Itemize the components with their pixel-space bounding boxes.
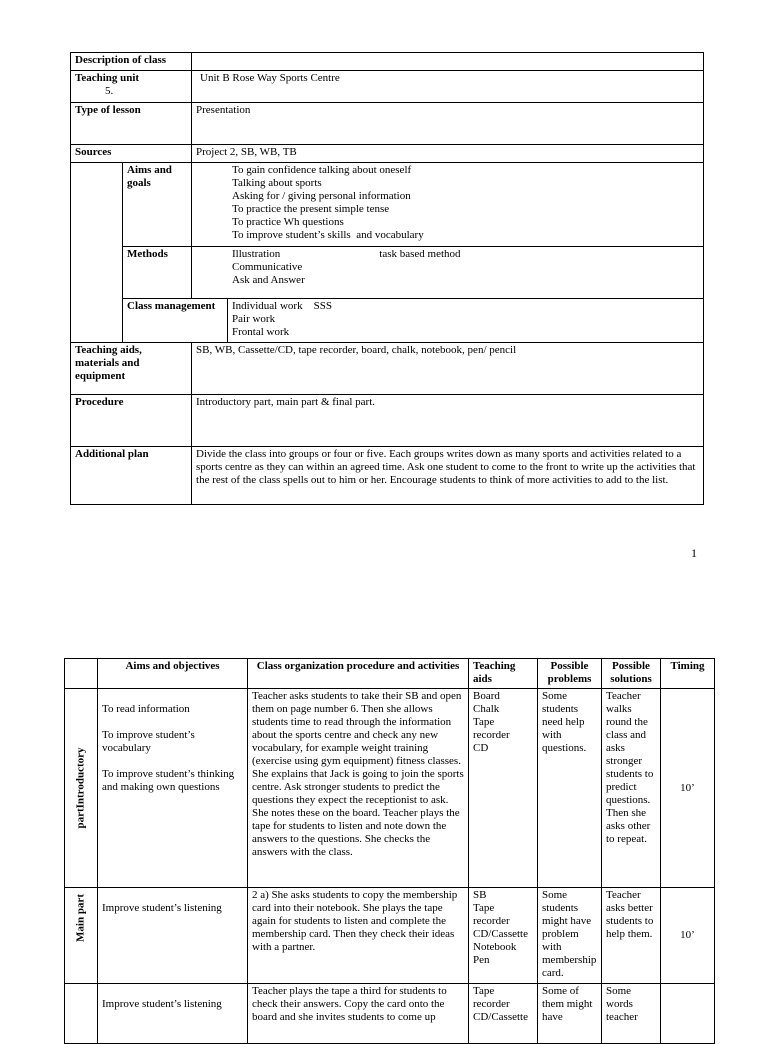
aim-item: To improve student’s skills and vocabulary — [232, 229, 424, 241]
aids-cell — [469, 984, 538, 1044]
organization-cell: 2 a) She asks students to copy the membership card into their notebook. She plays the tape again for students to listen and complete the membership card. Then they check their ideas with a partner. — [248, 888, 469, 984]
aim-item: To practice Wh questions — [232, 216, 344, 228]
aid-item: recorder — [473, 915, 510, 927]
management-item: Frontal work — [232, 326, 290, 338]
page-number: 1 — [691, 546, 697, 560]
organization-cell: Teacher asks students to take their SB and open them on page number 6. Then she allows students time to read through the information about the sports centre and check any new vocabulary, for example weight training (exercise using gym equipment) fitness classes. She explains that Jack is going to join the sports centre. Ask stronger students to predict the questions they expect the receptionist to ask. She notes these on the board. Teacher plays the tape for students to listen and note down the answers to the questions. She checks the answers with the class. — [248, 689, 469, 888]
timing-cell: 10’ — [661, 689, 715, 888]
part-label: partIntroductory — [74, 747, 87, 829]
solutions-cell: Teacher asks better students to help them. — [602, 888, 661, 984]
part-label: Main part — [74, 894, 87, 942]
method-item: Communicative — [232, 261, 303, 273]
aim-item: Asking for / giving personal information — [232, 190, 411, 202]
aids-cell — [469, 888, 538, 984]
table-row — [65, 689, 715, 888]
teaching-aids-label-line: Teaching aids, — [75, 344, 142, 356]
aid-item: CD — [473, 742, 489, 754]
methods-list — [192, 247, 704, 299]
timing-header: Timing — [661, 659, 715, 689]
problems-cell: Some students need help with questions. — [538, 689, 602, 888]
method-item: Ask and Answer — [232, 274, 305, 286]
aid-item: recorder — [473, 729, 510, 741]
aid-item: Pen — [473, 954, 490, 966]
aims-cell — [98, 888, 248, 984]
organization-header: Class organization procedure and activities — [248, 659, 469, 689]
aim-item: Talking about sports — [232, 177, 322, 189]
sources-label: Sources — [71, 145, 192, 163]
aim-item: To gain confidence talking about oneself — [232, 164, 412, 176]
procedure-table — [64, 658, 715, 1044]
aid-item: recorder — [473, 998, 510, 1010]
teaching-aids-label-line: equipment — [75, 370, 126, 382]
aid-item: SB — [473, 889, 487, 901]
aid-item: CD/Cassette — [473, 1011, 528, 1023]
teaching-aids-value: SB, WB, Cassette/CD, tape recorder, board, chalk, notebook, pen/ pencil — [192, 343, 704, 395]
organization-cell: Teacher plays the tape a third for students to check their answers. Copy the card onto the board and she invites students to come up — [248, 984, 469, 1044]
aim-item: To improve student’s vocabulary — [102, 729, 195, 754]
solutions-cell: Teacher walks round the class and asks stronger students to predict questions. Then she asks other to repeat. — [602, 689, 661, 888]
timing-cell — [661, 984, 715, 1044]
aid-item: Tape — [473, 985, 495, 997]
part-cell — [65, 689, 98, 888]
aims-cell — [98, 984, 248, 1044]
aid-item: Tape — [473, 716, 495, 728]
additional-plan-value: Divide the class into groups or four or five. Each groups writes down as many sports and activities related to a sports centre as they can within an agreed time. Ask one student to come to the front to write up the activities that the rest of the class spells out to him or her. Encourage students to think of more activities to add to the list. — [192, 447, 704, 505]
teaching-unit-cell — [71, 71, 192, 103]
lesson-type-label: Type of lesson — [71, 103, 192, 145]
description-label: Description of class — [71, 53, 192, 71]
aims-label: Aims and goals — [123, 163, 192, 247]
procedure-label: Procedure — [71, 395, 192, 447]
teaching-aids-label — [71, 343, 192, 395]
part-cell — [65, 888, 98, 984]
solutions-header: Possible solutions — [602, 659, 661, 689]
problems-cell: Some of them might have — [538, 984, 602, 1044]
aid-item: Board — [473, 690, 500, 702]
aim-item: To improve student’s thinking and making own questions — [102, 768, 235, 793]
teaching-unit-value: Unit B Rose Way Sports Centre — [192, 71, 704, 103]
teaching-unit-label: Teaching unit — [75, 72, 140, 84]
class-management-label: Class management — [123, 299, 228, 343]
part-header — [65, 659, 98, 689]
problems-header: Possible problems — [538, 659, 602, 689]
management-item: Pair work — [232, 313, 276, 325]
aim-item: To read information — [102, 703, 190, 715]
aims-list — [192, 163, 704, 247]
aims-header: Aims and objectives — [98, 659, 248, 689]
class-management-list — [228, 299, 704, 343]
table-row — [65, 984, 715, 1044]
description-value — [192, 53, 704, 71]
aids-cell — [469, 689, 538, 888]
problems-cell: Some students might have problem with membership card. — [538, 888, 602, 984]
table-row — [65, 888, 715, 984]
solutions-cell: Some words teacher — [602, 984, 661, 1044]
aim-item: Improve student’s listening — [102, 998, 222, 1010]
aid-item: CD/Cassette — [473, 928, 528, 940]
procedure-value: Introductory part, main part & final part. — [192, 395, 704, 447]
timing-cell: 10’ — [661, 888, 715, 984]
blank-margin-cell — [71, 163, 123, 343]
lesson-plan-table — [70, 52, 704, 505]
aims-cell — [98, 689, 248, 888]
part-cell — [65, 984, 98, 1044]
additional-plan-label: Additional plan — [71, 447, 192, 505]
teaching-unit-number: 5. — [105, 85, 114, 97]
aid-item: Tape — [473, 902, 495, 914]
aid-item: Chalk — [473, 703, 500, 715]
lesson-type-value: Presentation — [192, 103, 704, 145]
aim-item: To practice the present simple tense — [232, 203, 390, 215]
aid-item: Notebook — [473, 941, 517, 953]
aids-header: Teaching aids — [469, 659, 538, 689]
methods-label: Methods — [123, 247, 192, 299]
management-item: Individual work SSS — [232, 300, 332, 312]
teaching-aids-label-line: materials and — [75, 357, 140, 369]
aim-item: Improve student’s listening — [102, 902, 222, 914]
method-item: Illustration task based method — [232, 248, 461, 260]
sources-value: Project 2, SB, WB, TB — [192, 145, 704, 163]
